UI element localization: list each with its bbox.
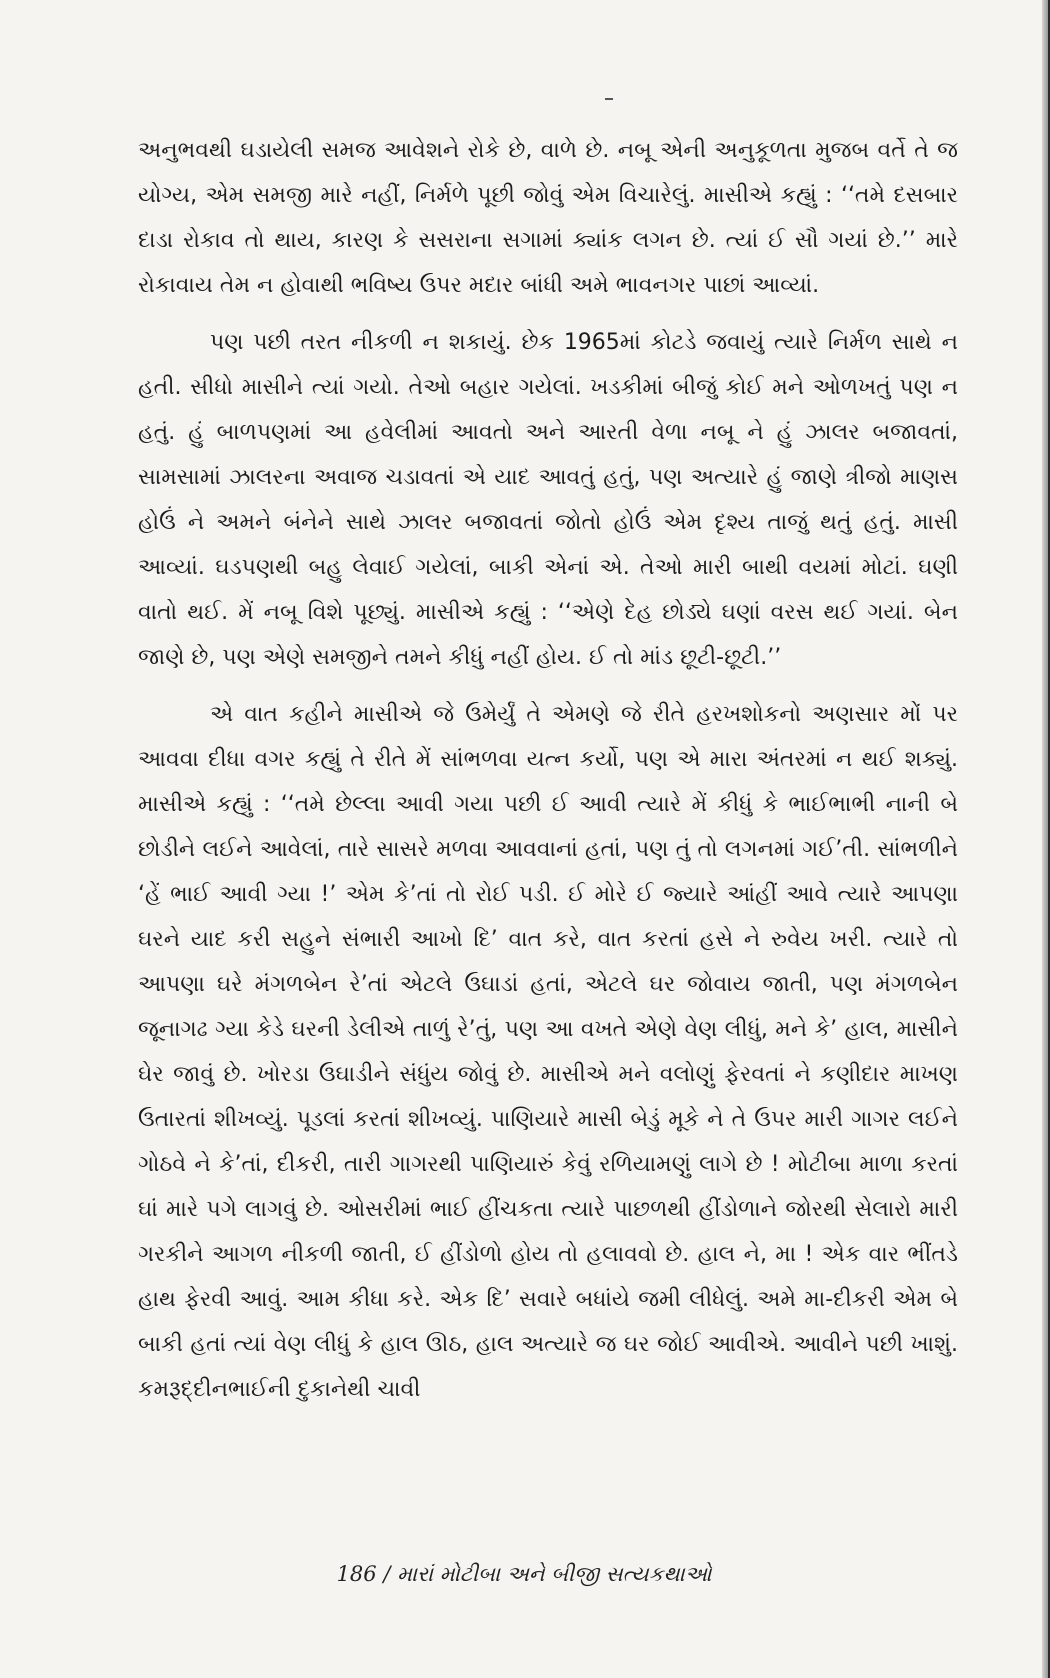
page-edge-shadow <box>1042 0 1048 1678</box>
print-mark <box>605 98 613 100</box>
paragraph-3: એ વાત કહીને માસીએ જે ઉમેર્યું તે એમણે જે રીતે હરખશોકનો અણસાર મોં પર આવવા દીધા વગર કહ્યું તે રીતે મેં સાંભળવા યત્ન કર્યો, પણ એ મારા અંતરમાં ન થઈ શક્યું. માસીએ કહ્યું : ‘‘તમે છેલ્લા આવી ગયા પછી ઈ આવી ત્યારે મેં કીધું કે ભાઈભાભી નાની બે છોડીને લઈને આવેલાં, તારે સાસરે મળવા આવવાનાં હતાં, પણ તું તો લગનમાં ગઈ’તી. સાંભળીને ‘હેં ભાઈ આવી ગ્યા !’ એમ કે’તાં તો રોઈ પડી. ઈ મોરે ઈ જ્યારે આંહીં આવે ત્યારે આપણા ઘરને યાદ કરી સહુને સંભારી આખો દિ’ વાત કરે, વાત કરતાં હસે ને રુવેય ખરી. ત્યારે તો આપણા ઘરે મંગળબેન રે’તાં એટલે ઉઘાડાં હતાં, એટલે ઘર જોવાય જાતી, પણ મંગળબેન જૂનાગઢ ગ્યા કેડે ઘરની ડેલીએ તાળું રે’તું, પણ આ વખતે એણે વેણ લીધું, મને કે’ હાલ, માસીને ઘેર જાવું છે. ખોરડા ઉઘાડીને સંધુંય જોવું છે. માસીએ મને વલોણું ફેરવતાં ને કણીદાર માખણ ઉતારતાં શીખવ્યું. પૂડલાં કરતાં શીખવ્યું. પાણિયારે માસી બેડું મૂકે ને તે ઉપર મારી ગાગર લઈને ગોઠવે ને કે’તાં, દીકરી, તારી ગાગરથી પાણિયારું કેવું રળિયામણું લાગે છે ! મોટીબા માળા કરતાં ઘાં મારે પગે લાગવું છે. ઓસરીમાં ભાઈ હીંચકતા ત્યારે પાછળથી હીંડોળાને જોરથી સેલારો મારી ગરકીને આગળ નીકળી જાતી, ઈ હીંડોળો હોય તો હલાવવો છે. હાલ ને, મા ! એક વાર ભીંતડે હાથ ફેરવી આવું. આમ કીધા કરે. એક દિ’ સવારે બધાંયે જમી લીધેલું. અમે મા-દીકરી એમ બે બાકી હતાં ત્યાં વેણ લીધું કે હાલ ઊઠ, હાલ અત્યારે જ ઘર જોઈ આવીએ. આવીને પછી ખાશું. કમરૂદ્દીનભાઈની દુકાનેથી ચાવી <box>138 702 958 1402</box>
paragraph-1: અનુભવથી ઘડાયેલી સમજ આવેશને રોકે છે, વાળે છે. નબૂ એની અનુકૂળતા મુજબ વર્તે તે જ યોગ્ય, એમ સમજી મારે નહીં, નિર્મળે પૂછી જોવું એમ વિચારેલું. માસીએ કહ્યું : ‘‘તમે દસબાર દાડા રોકાવ તો થાય, કારણ કે સસરાના સગામાં ક્યાંક લગન છે. ત્યાં ઈ સૌ ગયાં છે.’’ મારે રોકાવાય તેમ ન હોવાથી ભવિષ્ય ઉપર મદાર બાંધી અમે ભાવનગર પાછાં આવ્યાં. <box>138 138 958 298</box>
paragraph-2: પણ પછી તરત નીકળી ન શકાયું. છેક 1965માં કોટડે જવાયું ત્યારે નિર્મળ સાથે ન હતી. સીધો માસીને ત્યાં ગયો. તેઓ બહાર ગયેલાં. ખડકીમાં બીજું કોઈ મને ઓળખતું પણ ન હતું. હું બાળપણમાં આ હવેલીમાં આવતો અને આરતી વેળા નબૂ ને હું ઝાલર બજાવતાં, સામસામાં ઝાલરના અવાજ ચડાવતાં એ યાદ આવતું હતું, પણ અત્યારે હું જાણે ત્રીજો માણસ હોઉં ને અમને બંનેને સાથે ઝાલર બજાવતાં જોતો હોઉં એમ દૃશ્ય તાજું થતું હતું. માસી આવ્યાં. ઘડપણથી બહુ લેવાઈ ગયેલાં, બાકી એનાં એ. તેઓ મારી બાથી વયમાં મોટાં. ઘણી વાતો થઈ. મેં નબૂ વિશે પૂછ્યું. માસીએ કહ્યું : ‘‘એણે દેહ છોડ્યે ઘણાં વરસ થઈ ગયાં. બેન જાણે છે, પણ એણે સમજીને તમને કીધું નહીં હોય. ઈ તો માંડ છૂટી-છૂટી.’’ <box>138 330 958 670</box>
page-footer: 186 / મારાં મોટીબા અને બીજી સત્યકથાઓ <box>336 1562 712 1586</box>
body-text <box>138 128 958 1412</box>
